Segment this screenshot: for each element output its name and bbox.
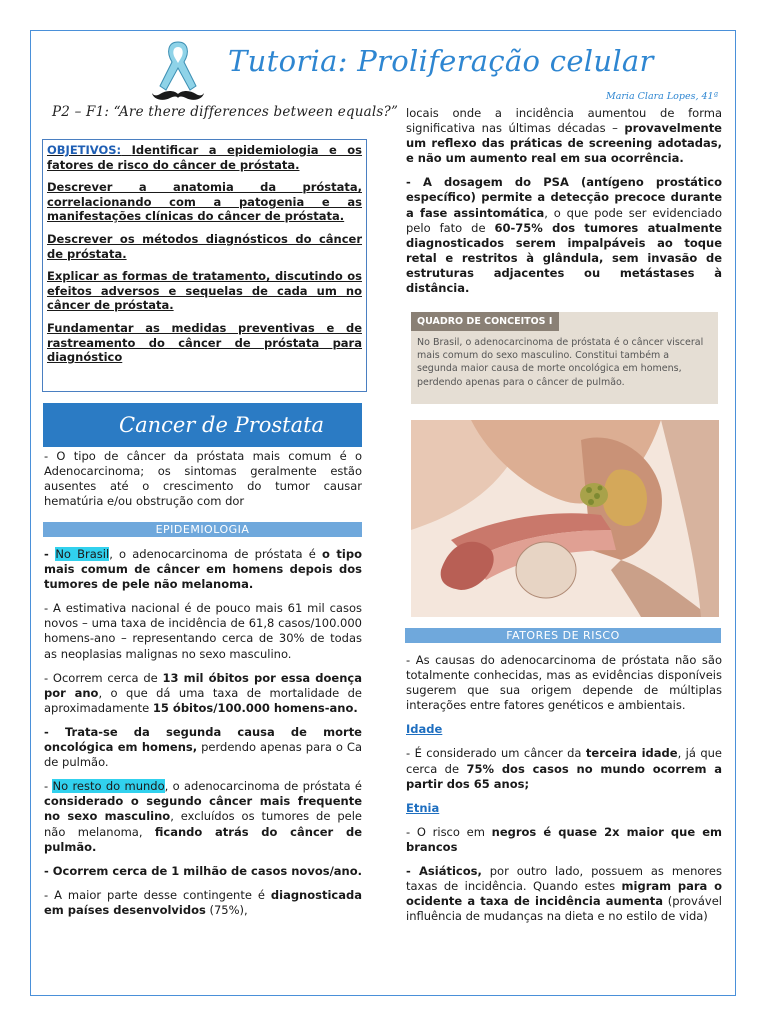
left-column [44, 449, 362, 519]
objective-item-2: Descrever a anatomia da próstata, correlacionando com a patogenia e as manifestações clínicas do câncer de próstata. [47, 180, 362, 224]
objective-item-4: Explicar as formas de tratamento, discutindo os efeitos adversos e sequelas de cada um no câncer de próstata. [47, 269, 362, 313]
objective-item-5: Fundamentar as medidas preventivas e de rastreamento do câncer de próstata para diagnóstico [47, 320, 362, 365]
epi-paragraph-3: - Ocorrem cerca de 13 mil óbitos por essa doença por ano, o que dá uma taxa de mortalidade de aproximadamente 15 óbitos/100.000 homens-ano. [44, 670, 363, 715]
highlight-mundo: No resto do mundo [52, 779, 165, 794]
objectives-label: OBJETIVOS: [47, 143, 122, 157]
epidemiology-column [44, 547, 362, 927]
ribbon-mustache-logo [148, 36, 208, 104]
right-column-top [406, 106, 722, 305]
ethnicity-paragraph-1: - O risco em negros é quase 2x maior que em brancos [406, 824, 722, 854]
ethnicity-heading: Etnia [406, 800, 440, 815]
objectives-box [42, 139, 367, 392]
section-banner [43, 403, 362, 447]
epi-paragraph-2: - A estimativa nacional é de pouco mais 61 mil casos novos – uma taxa de incidência de 61,8 casos/100.000 homens-ano – representando cerca de 30% de todas as neoplasias malignas no sexo masculino. [44, 601, 362, 661]
epi-paragraph-6: - Ocorrem cerca de 1 milhão de casos novos/ano. [44, 863, 362, 878]
risk-factors-header: FATORES DE RISCO [405, 628, 721, 643]
concept-box-header: QUADRO DE CONCEITOS I [411, 312, 559, 331]
epi-paragraph-4: - Trata-se da segunda causa de morte oncológica em homens, perdendo apenas para o Ca de pulmão. [44, 724, 362, 770]
banner-title: Cancer de Prostata [119, 413, 325, 437]
concept-box [411, 312, 718, 404]
author-signature: Maria Clara Lopes, 41ª [606, 91, 719, 102]
ethnicity-paragraph-2: - Asiáticos, por outro lado, possuem as menores taxas de incidência. Quando estes migram para o ocidente a taxa de incidência aumenta (provável influência de mudanças na dieta e no estilo de vida) [406, 864, 723, 924]
epi-paragraph-7a: - A maior parte desse contingente é diagnosticada em países desenvolvidos (75%), [44, 887, 362, 917]
epi-paragraph-1: - No Brasil, o adenocarcinoma de próstata é o tipo mais comum de câncer em homens depois dos tumores de pele não melanoma. [44, 547, 362, 592]
epi-paragraph-5: - No resto do mundo, o adenocarcinoma de próstata é considerado o segundo câncer mais frequente no sexo masculino, excluídos os tumores de pele não melanoma, ficando atrás do câncer de pulmão. [44, 779, 362, 854]
age-heading: Idade [406, 722, 443, 737]
risk-factors-column [406, 653, 722, 933]
concept-box-text: No Brasil, o adenocarcinoma de próstata é o câncer visceral mais comum do sexo masculino. Constitui também a segunda maior causa de morte oncológica em homens, perdendo apenas para o câncer de pulmão. [417, 337, 704, 388]
page-title: Tutoria: Proliferação celular [228, 44, 654, 78]
objective-item-1: OBJETIVOS: Identificar a epidemiologia e os fatores de risco do câncer de próstata. [47, 143, 362, 172]
highlight-brasil: No Brasil [55, 547, 110, 561]
prostate-anatomy-illustration [411, 420, 719, 617]
intro-paragraph: - O tipo de câncer da próstata mais comum é o Adenocarcinoma; os sintomas geralmente estão ausentes até o crescimento do tumor causar hematúria e/ou obstrução com dor [44, 449, 362, 509]
objective-item-3: Descrever os métodos diagnósticos do câncer de próstata. [47, 231, 362, 261]
age-paragraph: - É considerado um câncer da terceira idade, já que cerca de 75% dos casos no mundo ocorrem a partir dos 65 anos; [406, 746, 722, 791]
risk-paragraph-1: - As causas do adenocarcinoma de próstata não são totalmente conhecidas, mas as evidências disponíveis sugerem que sua origem depende de múltiplas interações entre fatores genéticos e ambientais. [406, 653, 722, 713]
page-subtitle: P2 – F1: “Are there differences between equals?” [52, 104, 399, 120]
epidemiology-header: EPIDEMIOLOGIA [43, 522, 362, 537]
epi-paragraph-7b: locais onde a incidência aumentou de forma significativa nas últimas décadas – provavelmente um reflexo das práticas de screening adotadas, e não um aumento real em sua ocorrência. [406, 106, 722, 166]
epi-paragraph-8: - A dosagem do PSA (antígeno prostático específico) permite a detecção precoce durante a fase assintomática, o que pode ser evidenciado pelo fato de 60-75% dos tumores atualmente diagnosticados serem impalpáveis ao toque retal e restritos à glândula, sem invasão de estruturas adjacentes ou metástases à distância. [406, 175, 723, 296]
